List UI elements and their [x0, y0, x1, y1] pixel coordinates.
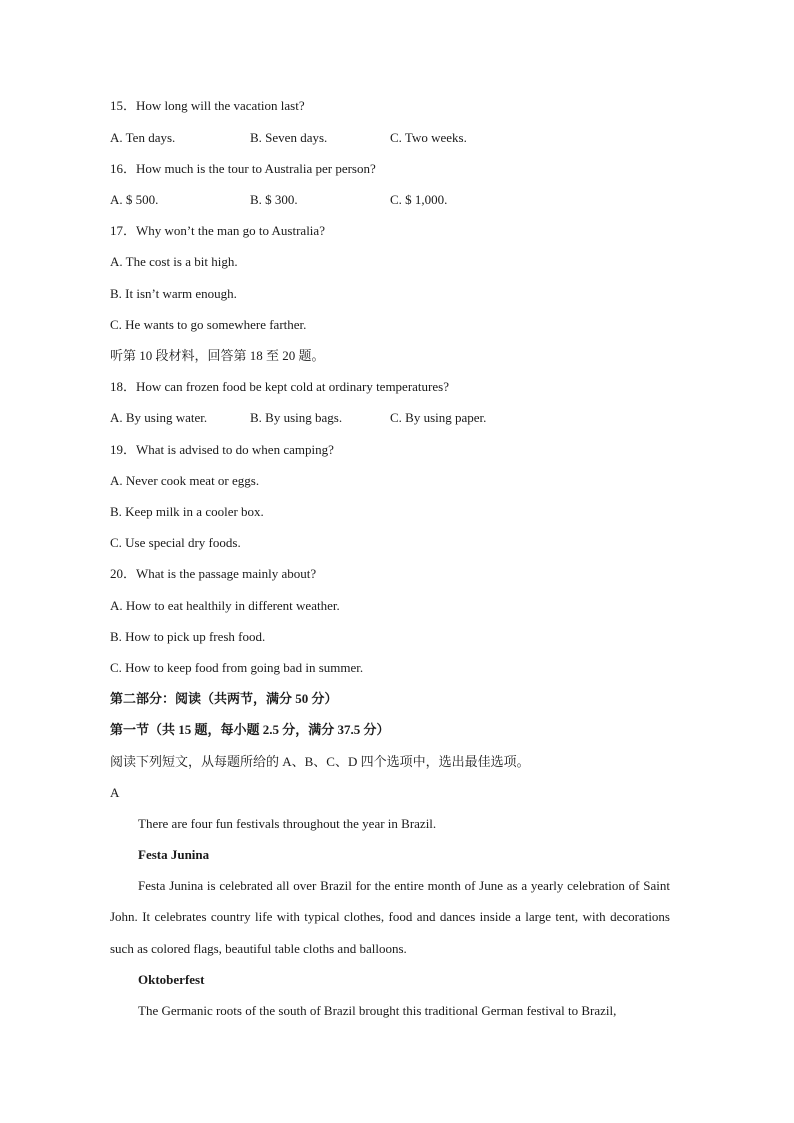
option-b: B. Seven days. — [250, 130, 328, 145]
option-c: C. By using paper. — [390, 410, 487, 425]
question-number: 20． — [110, 566, 137, 581]
question-19 — [110, 441, 334, 459]
option-b: B. By using bags. — [250, 410, 343, 425]
question-number: 19． — [110, 442, 137, 457]
option-a: A. How to eat healthily in different weather. — [110, 598, 340, 613]
section-instruction: 听第 10 段材料，回答第 18 至 20 题。 — [110, 348, 325, 363]
option-a: A. Never cook meat or eggs. — [110, 473, 260, 488]
festival-heading: Festa Junina — [138, 847, 210, 862]
question-text: How long will the vacation last? — [136, 98, 305, 113]
question-number: 16． — [110, 161, 137, 176]
option-b: B. It isn’t warm enough. — [110, 286, 237, 301]
question-16 — [110, 160, 376, 178]
festival-paragraph: Festa Junina is celebrated all over Brazil for the entire month of June as a yearly celebration of Saint John. It celebrates country life with typical clothes, food and dances inside a large tent, with decorations such as colored flags, beautiful table cloths and balloons. — [110, 878, 670, 956]
question-18 — [110, 378, 449, 396]
question-text: What is advised to do when camping? — [136, 442, 334, 457]
option-b: B. How to pick up fresh food. — [110, 629, 266, 644]
option-c: C. Two weeks. — [390, 130, 467, 145]
question-20 — [110, 565, 316, 583]
question-number: 15． — [110, 98, 137, 113]
option-c: C. How to keep food from going bad in summer. — [110, 660, 364, 675]
option-c: C. Use special dry foods. — [110, 535, 241, 550]
question-text: Why won’t the man go to Australia? — [136, 223, 325, 238]
option-c: C. He wants to go somewhere farther. — [110, 317, 307, 332]
option-a: A. Ten days. — [110, 130, 176, 145]
question-15 — [110, 97, 305, 115]
question-number: 17． — [110, 223, 137, 238]
passage-label: A — [110, 785, 120, 800]
section-heading: 第一节（共 15 题，每小题 2.5 分，满分 37.5 分） — [110, 722, 390, 737]
option-b: B. Keep milk in a cooler box. — [110, 504, 264, 519]
question-text: What is the passage mainly about? — [136, 566, 317, 581]
festival-heading: Oktoberfest — [138, 972, 205, 987]
option-a: A. By using water. — [110, 410, 208, 425]
passage-intro: There are four fun festivals throughout the year in Brazil. — [138, 816, 437, 831]
option-a: A. The cost is a bit high. — [110, 254, 238, 269]
option-b: B. $ 300. — [250, 192, 298, 207]
option-c: C. $ 1,000. — [390, 192, 448, 207]
question-number: 18． — [110, 379, 137, 394]
festival-paragraph: The Germanic roots of the south of Brazil brought this traditional German festival to Brazil, — [138, 1003, 617, 1018]
question-text: How can frozen food be kept cold at ordinary temperatures? — [136, 379, 449, 394]
reading-instruction: 阅读下列短文，从每题所给的 A、B、C、D 四个选项中，选出最佳选项。 — [110, 754, 530, 769]
question-17 — [110, 222, 325, 240]
option-a: A. $ 500. — [110, 192, 159, 207]
question-text: How much is the tour to Australia per person? — [136, 161, 376, 176]
part-heading: 第二部分：阅读（共两节，满分 50 分） — [110, 691, 338, 706]
